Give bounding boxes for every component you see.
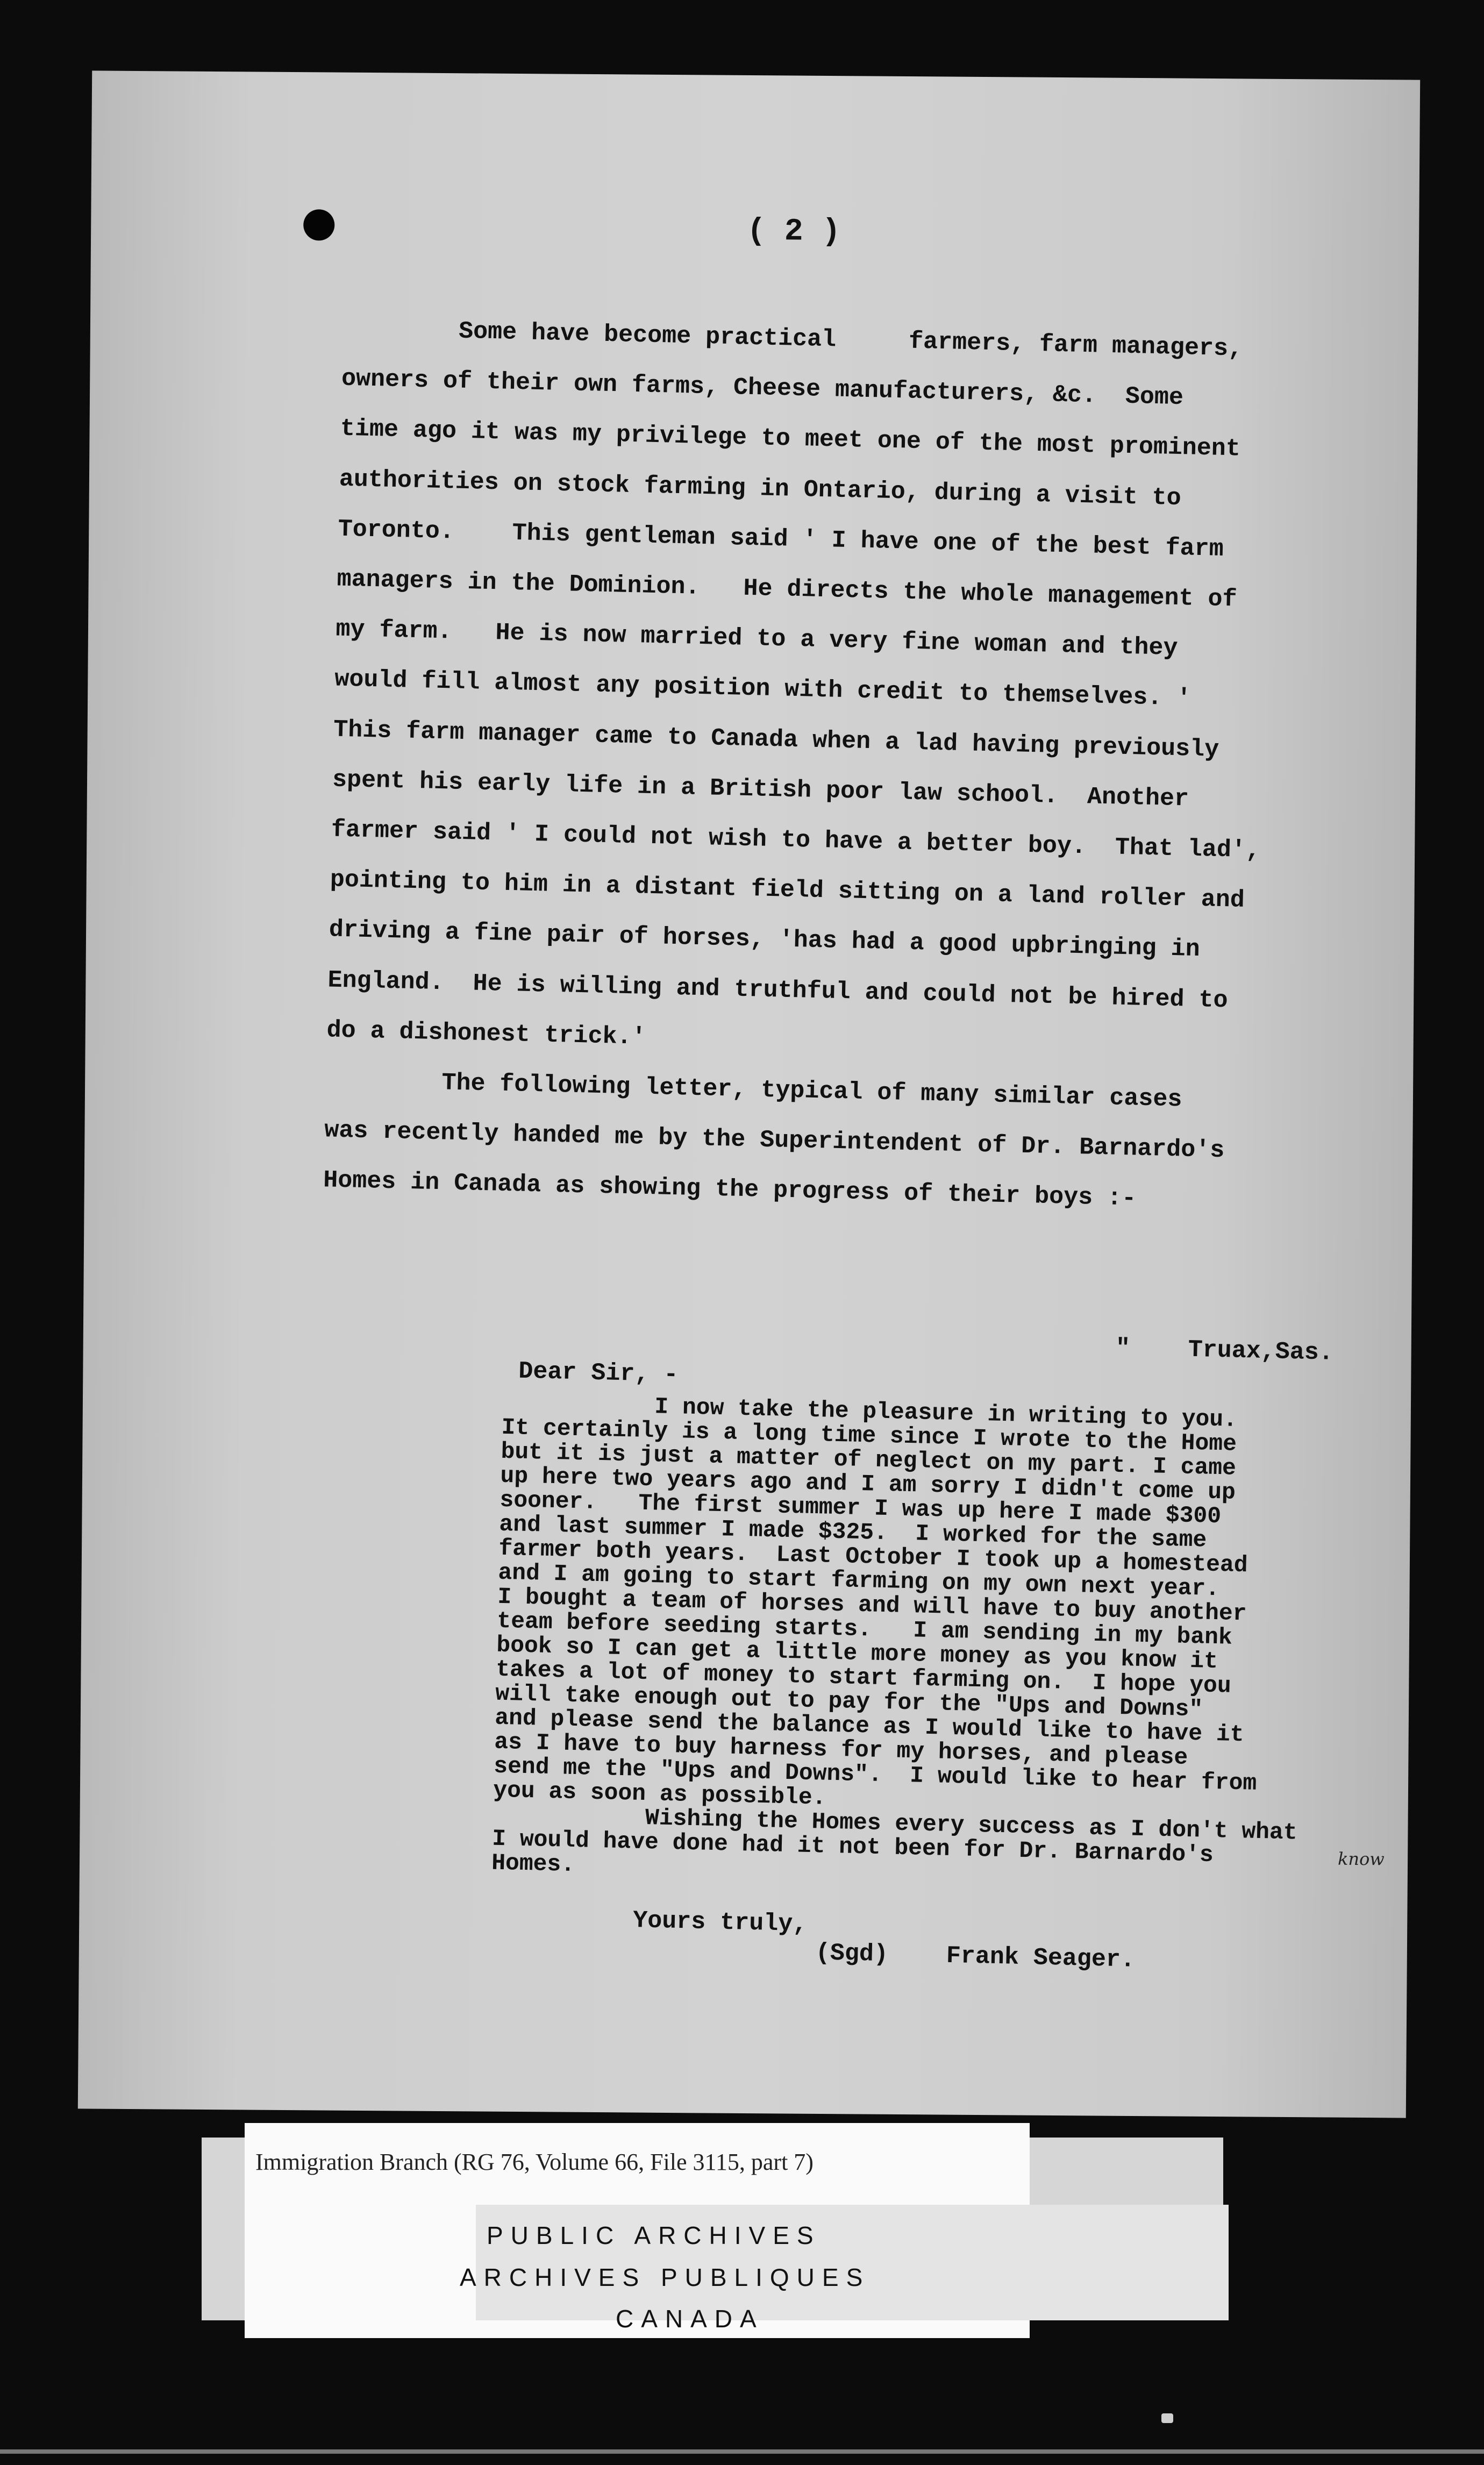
archive-line-archives-publiques: ARCHIVES PUBLIQUES (460, 2263, 871, 2291)
letter-body: I now take the pleasure in writing to you. It certainly is a long time since I wrote to the Home but it is just a matter of neglect on my part. I came up here two years ago and I am sorry I didn't come up sooner. The first summer I was up here I made $300 and last summer I made $325. I worked for the same farmer both years. Last October I took up a homestead and I am going to start farming on my own next year. I bought a team of horses and will have to buy another team before seeding starts. I am sending in my bank book so I can get a little more money as you know it takes a lot of money to start farming on. I hope you will take enough out to pay for the "Ups and Downs" and please send the balance as I would like to have it as I have to buy harness for my horses, and please send me the "Ups and Downs". I would like to hear from you as soon as possible. Wishing the Homes every success as I don't what I would have done had it not been for Dr. Barnardo's Homes. (491, 1390, 1298, 1878)
letter-salutation: Dear Sir, - (518, 1357, 679, 1389)
letter-location: " Truax,Sas. (1115, 1334, 1334, 1367)
body-paragraphs: Some have become practical farmers, farm managers, owners of their own farms, Cheese manufacturers, &c. Some time ago it was my privilege to meet one of the most prominent authorities on stock farming in Ontario, during a visit to Toronto. This gentleman said ' I have one of the best farm managers in the Dominion. He directs the whole management of my farm. He is now married to a very fine woman and they would fill almost any position with credit to themselves. ' This farm manager came to Canada when a lad having previously spent his early life in a British poor law school. Another farmer said ' I could not wish to have a better boy. That lad', pointing to him in a distant field sitting on a land roller and driving a fine pair of horses, 'has had a good upbringing in England. He is willing and truthful and could not be hired to do a dishonest trick.' The following letter, typical of many similar cases was recently handed me by the Superintendent of Dr. Barnardo's Homes in Canada as showing the progress of their boys :- (323, 315, 1261, 1213)
document-page (78, 70, 1420, 2118)
archive-line-public-archives: PUBLIC ARCHIVES (487, 2221, 821, 2249)
film-edge (0, 2449, 1484, 2454)
archive-reference: Immigration Branch (RG 76, Volume 66, File 3115, part 7) (255, 2149, 814, 2175)
archive-line-canada: CANADA (616, 2305, 764, 2333)
punch-hole (303, 209, 334, 240)
letter-closing: Yours truly, (632, 1906, 808, 1939)
film-speck (1161, 2413, 1173, 2423)
page-number: ( 2 ) (746, 213, 841, 250)
letter-signature: (Sgd) Frank Seager. (815, 1939, 1136, 1974)
handwritten-insert: know (1337, 1848, 1385, 1870)
